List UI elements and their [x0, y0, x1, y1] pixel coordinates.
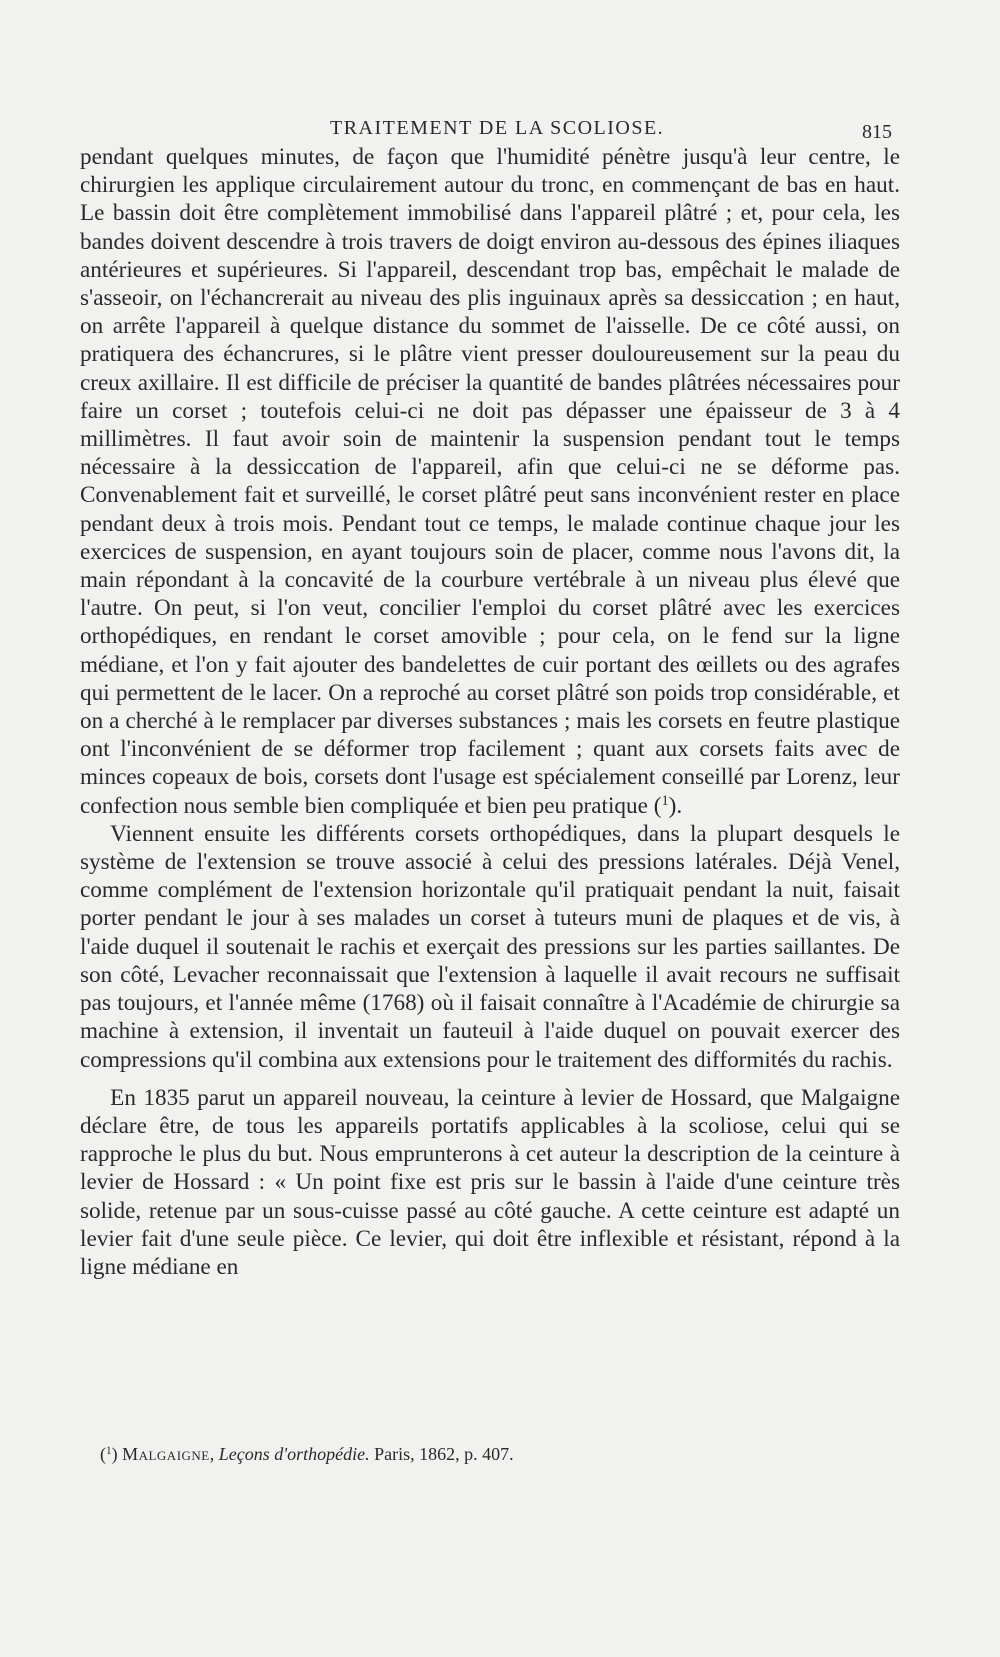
body-text	[80, 143, 900, 1281]
page-number: 815	[862, 121, 892, 143]
paragraph-1-text: pendant quelques minutes, de façon que l'humidité pénètre jusqu'à leur centre, le chirurgien les applique circulairement autour du tronc, en commençant de bas en haut. Le bassin doit être complètement immobilisé dans l'appareil plâtré ; et, pour cela, les bandes doivent descendre à trois travers de doigt environ au-dessous des épines iliaques antérieures et supérieures. Si l'appareil, descendant trop bas, empêchait le malade de s'asseoir, on l'échancrerait au niveau des plis inguinaux après sa dessiccation ; en haut, on arrête l'appareil à quelque distance du sommet de l'aisselle. De ce côté aussi, on pratiquera des échancrures, si le plâtre vient presser douloureusement sur la peau du creux axillaire. Il est difficile de préciser la quantité de bandes plâtrées nécessaires pour faire un corset ; toutefois celui-ci ne doit pas dépasser une épaisseur de 3 à 4 millimètres. Il faut avoir soin de maintenir la suspension pendant tout le temps nécessaire à la dessiccation de l'appareil, afin que celui-ci ne se déforme pas. Convenablement fait et surveillé, le corset plâtré peut sans inconvénient rester en place pendant deux à trois mois. Pendant tout ce temps, le malade continue chaque jour les exercices de suspension, en ayant toujours soin de placer, comme nous l'avons dit, la main répondant à la concavité de la courbure vertébrale à un niveau plus élevé que l'autre. On peut, si l'on veut, concilier l'emploi du corset plâtré avec les exercices orthopédiques, en rendant le corset amovible ; pour cela, on le fend sur la ligne médiane, et l'on y fait ajouter des bandelettes de cuir portant des œillets ou des agrafes qui permettent de le lacer. On a reproché au corset plâtré son poids trop considérable, et on a cherché à le remplacer par diverses substances ; mais les corsets en feutre plastique ont l'inconvénient de se déformer trop facilement ; quant aux corsets faits avec de minces copeaux de bois, corsets dont l'usage est spécialement conseillé par Lorenz, leur confection nous semble bien compliquée et bien peu pratique	[80, 144, 900, 819]
footnote-author: Malgaigne	[122, 1444, 210, 1464]
footnote: ($^1$) Malgaigne, Leçons d'orthopédie. Paris, 1862, p. 407.	[100, 1444, 514, 1464]
footnote-reference: 1	[661, 792, 669, 809]
paragraph-1: pendant quelques minutes, de façon que l'humidité pénètre jusqu'à leur centre, le chirurgien les applique circulairement autour du tronc, en commençant de bas en haut. Le bassin doit être complètement immobilisé dans l'appareil plâtré ; et, pour cela, les bandes doivent descendre à trois travers de doigt environ au-dessous des épines iliaques antérieures et supérieures. Si l'appareil, descendant trop bas, empêchait le malade de s'asseoir, on l'échancrerait au niveau des plis inguinaux après sa dessiccation ; en haut, on arrête l'appareil à quelque distance du sommet de l'aisselle. De ce côté aussi, on pratiquera des échancrures, si le plâtre vient presser douloureusement sur la peau du creux axillaire. Il est difficile de préciser la quantité de bandes plâtrées nécessaires pour faire un corset ; toutefois celui-ci ne doit pas dépasser une épaisseur de 3 à 4 millimètres. Il faut avoir soin de maintenir la suspension pendant tout le temps nécessaire à la dessiccation de l'appareil, afin que celui-ci ne se déforme pas. Convenablement fait et surveillé, le corset plâtré peut sans inconvénient rester en place pendant deux à trois mois. Pendant tout ce temps, le malade continue chaque jour les exercices de suspension, en ayant toujours soin de placer, comme nous l'avons dit, la main répondant à la concavité de la courbure vertébrale à un niveau plus élevé que l'autre. On peut, si l'on veut, concilier l'emploi du corset plâtré avec les exercices orthopédiques, en rendant le corset amovible ; pour cela, on le fend sur la ligne médiane, et l'on y fait ajouter des bandelettes de cuir portant des œillets ou des agrafes qui permettent de le lacer. On a reproché au corset plâtré son poids trop considérable, et on a cherché à le remplacer par diverses substances ; mais les corsets en feutre plastique ont l'inconvénient de se déformer trop facilement ; quant aux corsets faits avec de minces copeaux de bois, corsets dont l'usage est spécialement conseillé par Lorenz, leur confection nous semble bien compliquée et bien peu pratique ($^1$).	[80, 144, 900, 819]
paragraph-3: En 1835 parut un appareil nouveau, la ceinture à levier de Hossard, que Malgaigne déclare être, de tous les appareils portatifs applicables à la scoliose, celui qui se rapproche le plus du but. Nous emprunterons à cet auteur la description de la ceinture à levier de Hossard : « Un point fixe est pris sur le bassin à l'aide d'une ceinture très solide, retenue par un sous-cuisse passé au côté gauche. A cette ceinture est adapté un levier fait d'une seule pièce. Ce levier, qui doit être inflexible et résistant, répond à la ligne médiane en	[80, 1084, 900, 1280]
paragraph-2: Viennent ensuite les différents corsets orthopédiques, dans la plupart desquels le système de l'extension se trouve associé à celui des pressions latérales. Déjà Venel, comme complément de l'extension horizontale qu'il pratiquait pendant la nuit, faisait porter pendant le jour à ses malades un corset à tuteurs muni de plaques et de vis, à l'aide duquel il soutenait le rachis et exerçait des pressions sur les parties saillantes. De son côté, Levacher reconnaissait que l'extension à laquelle il avait recours ne suffisait pas toujours, et l'année même (1768) où il faisait connaître à l'Académie de chirurgie sa machine à extension, il inventait un fauteuil à l'aide duquel on pouvait exercer des compressions qu'il combina aux extensions pour le traitement des difformités du rachis.	[80, 820, 900, 1073]
paragraph-1-end: .	[676, 792, 683, 819]
footnote-title: Leçons d'orthopédie.	[218, 1444, 370, 1464]
running-head	[0, 117, 1000, 145]
footnote-details: Paris, 1862, p. 407.	[374, 1444, 514, 1464]
footnote-marker: 1	[106, 1444, 112, 1457]
running-title: TRAITEMENT DE LA SCOLIOSE.	[330, 117, 665, 139]
